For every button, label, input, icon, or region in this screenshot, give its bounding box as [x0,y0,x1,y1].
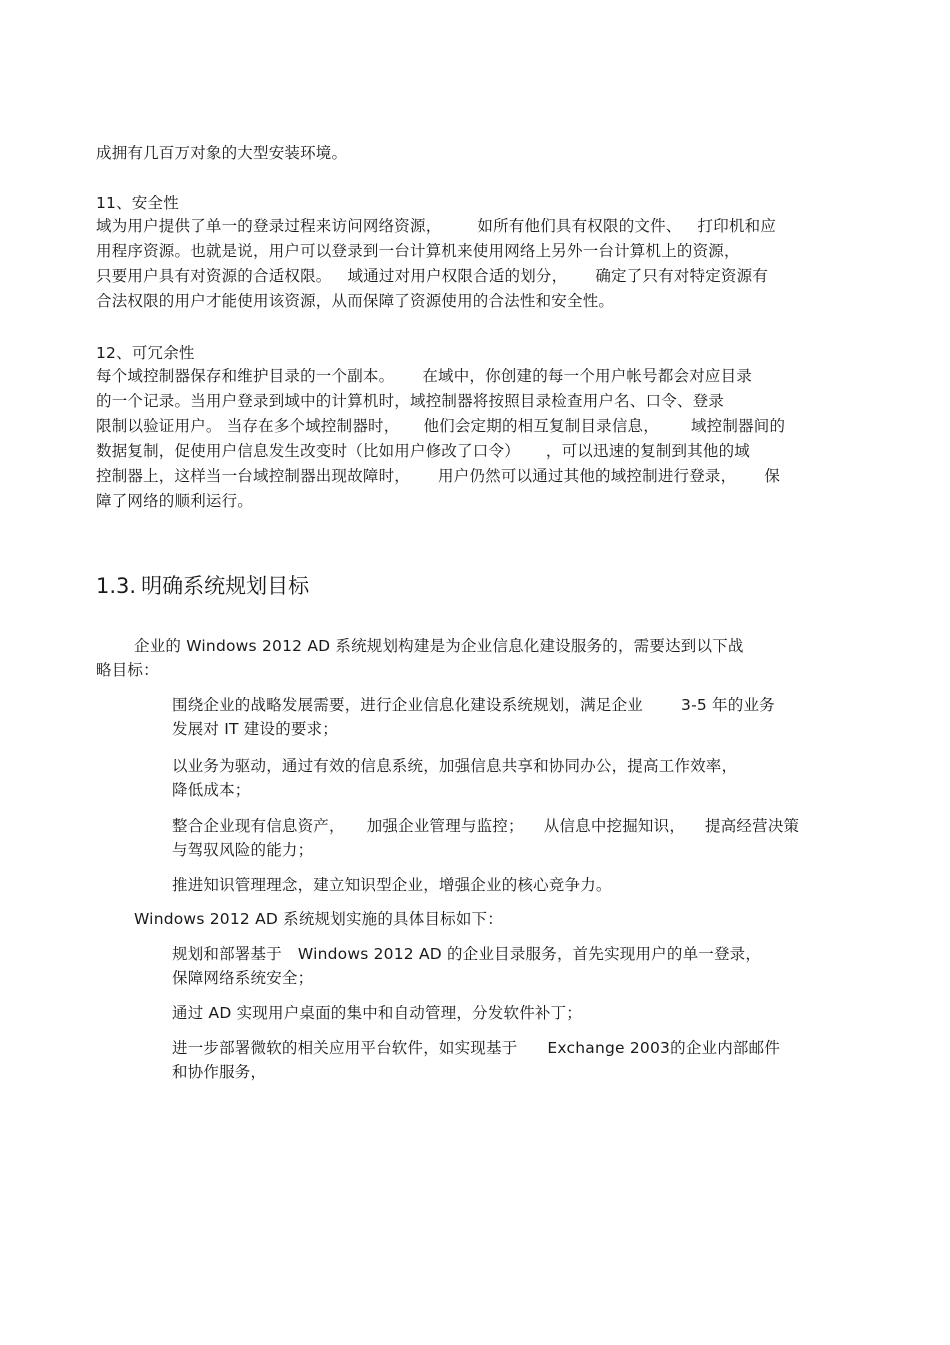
section-11-line-4: 合法权限的用户才能使用该资源，从而保障了资源使用的合法性和安全性。 [96,292,615,310]
section-12-title: 12、可冗余性 [96,344,195,362]
specific-goal-1-line-1: 规划和部署基于 Windows 2012 AD 的企业目录服务，首先实现用户的单一登录， [172,945,762,963]
specific-goal-1-line-2: 保障网络系统安全； [172,969,314,987]
section-12-line-2: 的一个记录。当用户登录到域中的计算机时，域控制器将按照目录检查用户名、口令、登录 [96,392,725,410]
strategic-goal-1-line-2: 发展对 IT 建设的要求； [172,720,338,738]
strategic-goal-2-line-1: 以业务为驱动，通过有效的信息系统，加强信息共享和协同办公，提高工作效率， [172,757,738,775]
section-13-number: 1.3. [96,574,137,598]
section-11-title: 11、安全性 [96,194,179,212]
strategic-goal-4-line-1: 推进知识管理理念，建立知识型企业，增强企业的核心竞争力。 [172,876,612,894]
specific-goals-heading: Windows 2012 AD 系统规划实施的具体目标如下： [134,910,503,928]
section-12-line-5: 控制器上，这样当一台域控制器出现故障时， 用户仍然可以通过其他的域控制进行登录， 保 [96,467,781,485]
strategic-goal-2-line-2: 降低成本； [172,781,251,799]
specific-goal-3-line-1: 进一步部署微软的相关应用平台软件，如实现基于 Exchange 2003的企业内部邮件 [172,1039,781,1057]
section-11-line-1: 域为用户提供了单一的登录过程来访问网络资源， 如所有他们具有权限的文件、 打印机和应 [96,217,777,235]
strategic-goal-3-line-2: 与驾驭风险的能力； [172,841,314,859]
section-12-line-1: 每个域控制器保存和维护目录的一个副本。 在域中，你创建的每一个用户帐号都会对应目录 [96,367,753,385]
specific-goal-3-line-2: 和协作服务， [172,1063,267,1081]
section-13-intro-line-1: 企业的 Windows 2012 AD 系统规划构建是为企业信息化建设服务的，需要达到以下战 [134,637,744,655]
section-13-intro-line-2: 略目标： [96,661,159,679]
section-13-title: 明确系统规划目标 [141,574,310,598]
section-12-line-3: 限制以验证用户。 当存在多个域控制器时， 他们会定期的相互复制目录信息， 域控制器间的 [96,417,786,435]
specific-goal-2-line-1: 通过 AD 实现用户桌面的集中和自动管理，分发软件补丁； [172,1004,582,1022]
section-12-line-6: 障了网络的顺利运行。 [96,492,254,510]
section-13-heading [96,571,309,601]
section-11-line-2: 用程序资源。也就是说，用户可以登录到一台计算机来使用网络上另外一台计算机上的资源， [96,242,740,260]
section-11-line-3: 只要用户具有对资源的合适权限。 域通过对用户权限合适的划分， 确定了只有对特定资源有 [96,267,769,285]
strategic-goal-1-line-1: 围绕企业的战略发展需要，进行企业信息化建设系统规划，满足企业 3-5 年的业务 [172,696,775,714]
strategic-goal-3-line-1: 整合企业现有信息资产， 加强企业管理与监控； 从信息中挖掘知识， 提高经营决策 [172,817,800,835]
section-12-line-4: 数据复制，促使用户信息发生改变时（比如用户修改了口令） ，可以迅速的复制到其他的域 [96,442,751,460]
intro-tail-text: 成拥有几百万对象的大型安装环境。 [96,144,348,162]
